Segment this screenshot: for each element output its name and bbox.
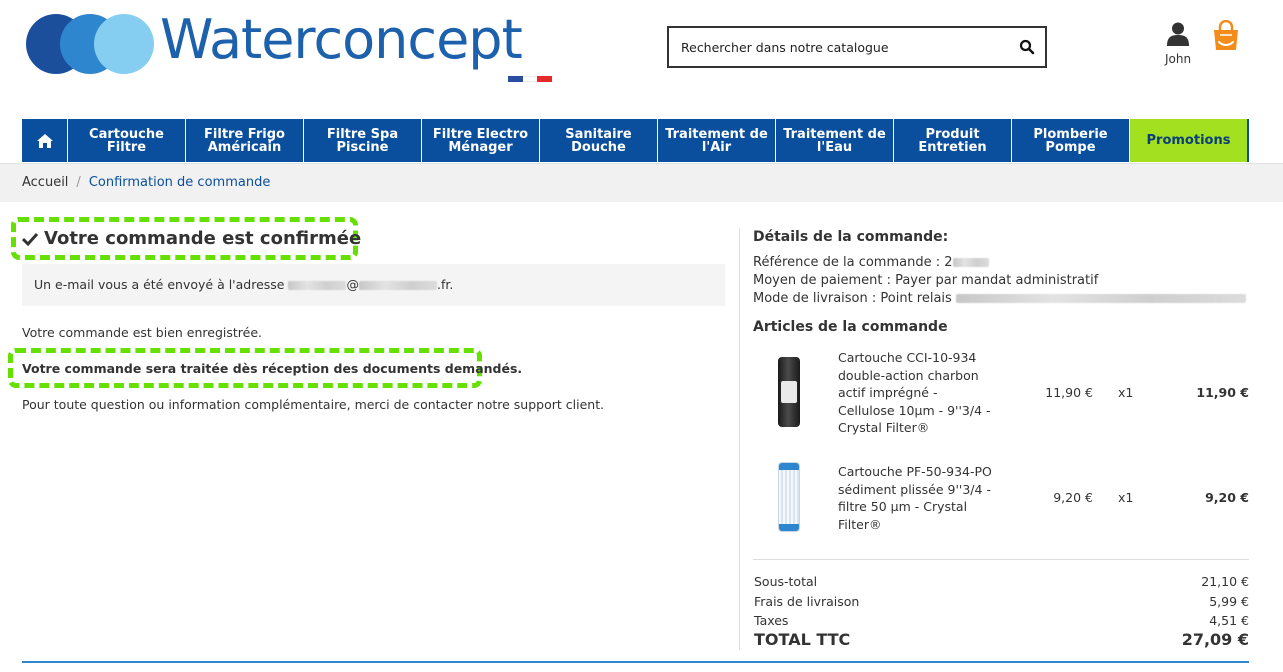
shopping-bag-icon <box>1210 20 1242 52</box>
product-image-2[interactable] <box>778 462 800 532</box>
summary-divider <box>753 559 1249 560</box>
product-total-2: 9,20 € <box>1205 490 1249 505</box>
logo-wordmark: Waterconcept <box>160 8 522 71</box>
email-suffix: .fr. <box>436 277 454 292</box>
product-total-1: 11,90 € <box>1196 385 1249 400</box>
total-label: TOTAL TTC <box>754 630 851 649</box>
delivery-method <box>753 291 1246 306</box>
nav-home[interactable] <box>22 119 68 162</box>
contact-text: Pour toute question ou information complémentaire, merci de contacter notre support client. <box>22 397 605 412</box>
nav-plomberie[interactable]: Plomberie Pompe <box>1012 119 1130 162</box>
nav-cartouche-filtre[interactable]: Cartouche Filtre <box>68 119 186 162</box>
cart-button[interactable] <box>1210 20 1242 52</box>
home-icon <box>36 133 54 149</box>
nav-traitement-air[interactable]: Traitement de l'Air <box>658 119 776 162</box>
column-divider <box>739 228 740 650</box>
logo-circle-light <box>94 14 154 74</box>
redacted-email-user <box>288 281 346 290</box>
breadcrumb-home[interactable]: Accueil <box>22 175 69 190</box>
redacted-reference <box>953 258 989 267</box>
nav-filtre-electro[interactable]: Filtre Electro Ménager <box>422 119 540 162</box>
total-value: 27,09 € <box>1181 630 1249 649</box>
breadcrumb-separator: / <box>76 175 81 190</box>
search-bar <box>667 26 1047 68</box>
email-at: @ <box>346 277 359 292</box>
nav-sanitaire[interactable]: Sanitaire Douche <box>540 119 658 162</box>
confirmation-title <box>22 228 361 249</box>
registered-text: Votre commande est bien enregistrée. <box>22 325 262 340</box>
nav-promotions[interactable]: Promotions <box>1130 119 1247 162</box>
product-unit-price-1: 11,90 € <box>1045 385 1093 400</box>
tax-value: 4,51 € <box>1209 613 1249 628</box>
articles-heading: Articles de la commande <box>753 319 948 335</box>
processing-text: Votre commande sera traitée dès réception des documents demandés. <box>22 361 523 376</box>
email-notice-text: Un e-mail vous a été envoyé à l'adresse <box>34 277 285 292</box>
tax-label: Taxes <box>754 613 789 628</box>
search-icon[interactable] <box>1019 39 1035 55</box>
french-flag-icon <box>508 76 552 82</box>
product-unit-price-2: 9,20 € <box>1053 490 1093 505</box>
shipping-label: Frais de livraison <box>754 594 860 609</box>
search-input[interactable] <box>681 37 1001 57</box>
delivery-method-label: Mode de livraison : Point relais <box>753 291 952 306</box>
redacted-email-domain <box>359 281 437 290</box>
footer-divider <box>22 661 1249 663</box>
order-reference-label: Référence de la commande : 2 <box>753 255 953 270</box>
product-name-1[interactable]: Cartouche CCI-10-934 double-action charbon actif imprégné - Cellulose 10µm - 9''3/4 - Crystal Filter® <box>838 350 991 435</box>
nav-produit-entretien[interactable]: Produit Entretien <box>894 119 1012 162</box>
confirmation-title-text: Votre commande est confirmée <box>44 228 362 249</box>
account-name: John <box>1164 52 1192 66</box>
nav-traitement-eau[interactable]: Traitement de l'Eau <box>776 119 894 162</box>
breadcrumb <box>0 163 1283 202</box>
subtotal-label: Sous-total <box>754 574 818 589</box>
product-qty-1: x1 <box>1118 385 1134 400</box>
nav-filtre-spa[interactable]: Filtre Spa Piscine <box>304 119 422 162</box>
product-qty-2: x1 <box>1118 490 1134 505</box>
payment-method: Moyen de paiement : Payer par mandat administratif <box>753 273 1099 288</box>
account-link[interactable] <box>1158 22 1198 74</box>
email-notice <box>22 264 725 306</box>
site-logo[interactable] <box>26 8 566 88</box>
order-details-heading: Détails de la commande: <box>753 229 949 245</box>
user-icon <box>1167 22 1189 46</box>
redacted-relay-point <box>956 294 1246 303</box>
check-icon <box>22 232 38 246</box>
subtotal-value: 21,10 € <box>1201 574 1249 589</box>
shipping-value: 5,99 € <box>1209 594 1249 609</box>
product-image-1[interactable] <box>778 357 800 427</box>
order-reference <box>753 255 989 270</box>
nav-filtre-frigo[interactable]: Filtre Frigo Américain <box>186 119 304 162</box>
main-navigation <box>22 119 1249 162</box>
breadcrumb-current[interactable]: Confirmation de commande <box>88 175 271 190</box>
product-name-2[interactable]: Cartouche PF-50-934-PO sédiment plissée 9''3/4 - filtre 50 µm - Crystal Filter® <box>838 464 992 532</box>
